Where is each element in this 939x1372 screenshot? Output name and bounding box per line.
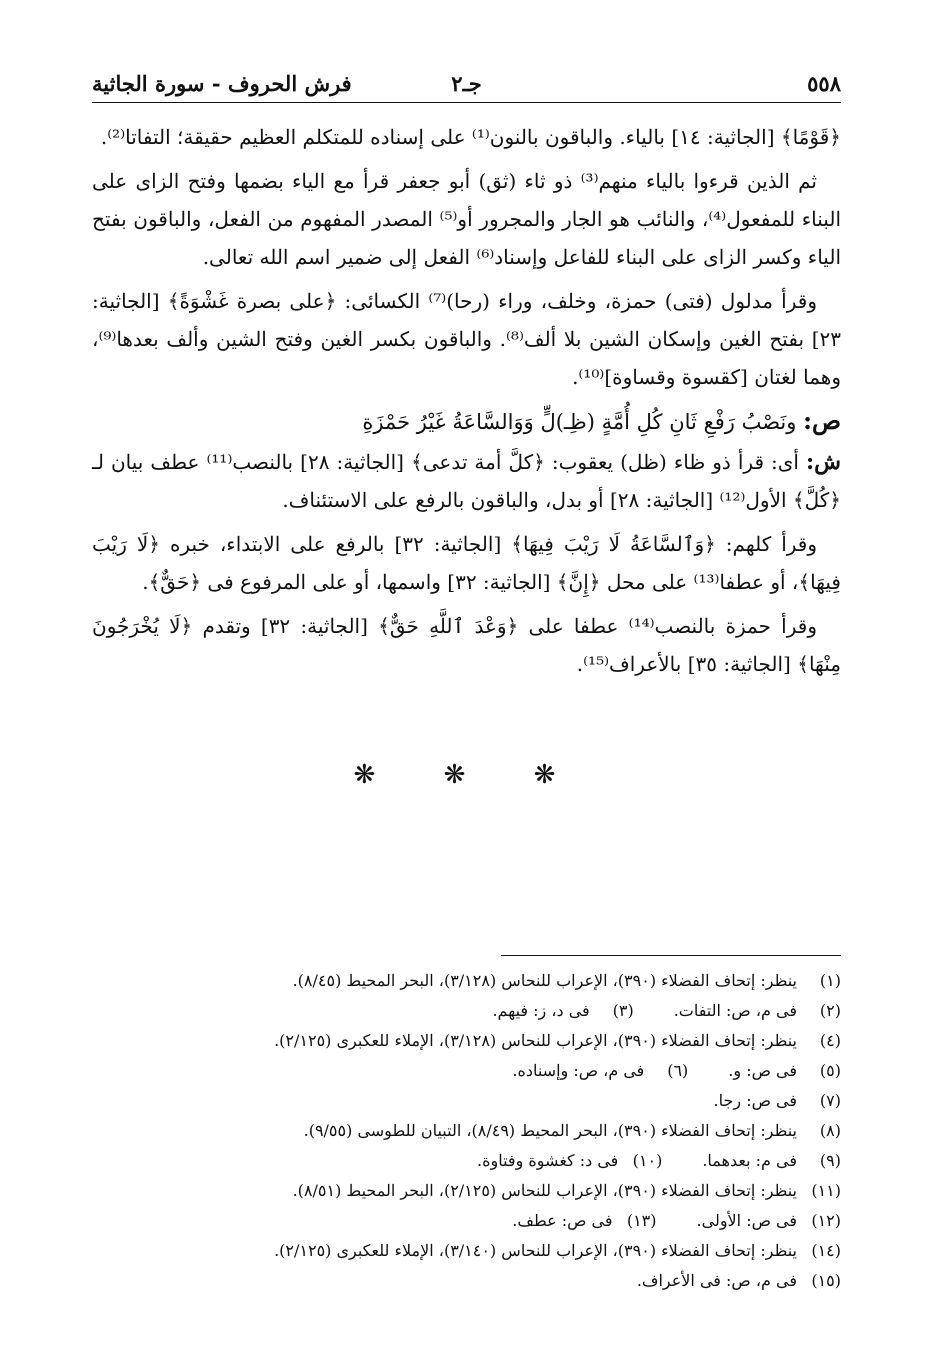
chapter-title: فرش الحروف - سورة الجاثية xyxy=(92,70,352,96)
footnote-row: (١٢) فى ص: الأولى. (١٣) فى ص: عطف. xyxy=(512,1211,841,1230)
paragraph: وقرأ حمزة بالنصب⁽¹⁴⁾ عطفا على ﴿وَعْدَ ٱللَّهِ حَقٌّ﴾ [الجاثية: ٣٢] وتقدم ﴿لَا يُخْرَجُونَ مِنْهَا﴾ [الجاثية: ٣٥] بالأعراف⁽¹⁵⁾. xyxy=(92,614,841,676)
footnote-row: (١٥) فى م، ص: فى الأعراف. xyxy=(636,1271,841,1290)
section-separator: ❋ ❋ ❋ xyxy=(353,760,586,790)
paragraph: ﴿قَوْمًا﴾ [الجاثية: ١٤] بالياء. والباقون بالنون⁽¹⁾ على إسناده للمتكلم العظيم حقيقة؛ التفاتا⁽²⁾. xyxy=(100,125,841,149)
verse-text: ونَصْبُ رَفْعِ ثَانِ كُلِ أُمَّةٍ (ظِـ)لٍّ وَوَالسَّاعَةُ غَيْرُ حَمْزَةِ xyxy=(362,410,797,434)
paragraph: ثم الذين قرءوا بالياء منهم⁽³⁾ ذو ثاء (ثق) أبو جعفر قرأ مع الياء بضمها وفتح الزاى على البناء للمفعول⁽⁴⁾، والنائب هو الجار والمجرور أو⁽⁵⁾ المصدر المفهوم من الفعل، والباقون بفتح الياء وكسر الزاى على البناء للفاعل وإسناد⁽⁶⁾ الفعل إلى ضمير اسم الله تعالى. xyxy=(92,169,841,269)
main-text xyxy=(92,118,841,689)
footnote-row: (٢) فى م، ص: التفات. (٣) فى د، ز: فيهم. xyxy=(492,1001,841,1020)
paragraph: وقرأ مدلول (فتى) حمزة، وخلف، وراء (رحا)⁽⁷⁾ الكسائى: ﴿على بصرة غَشْوَةً﴾ [الجاثية: ٢٣] بفتح الغين وإسكان الشين بلا ألف⁽⁸⁾. والباقون بكسر الغين وفتح الشين وألف بعدها⁽⁹⁾، وهما لغتان [كقسوة وقساوة]⁽¹⁰⁾. xyxy=(92,289,842,389)
footnote-row: (٤) ينظر: إتحاف الفضلاء (٣٩٠)، الإعراب للنحاس (٣/١٢٨)، الإملاء للعكبرى (٢/١٢٥). xyxy=(274,1031,841,1050)
paragraph: وقرأ كلهم: ﴿وَٱلسَّاعَةُ لَا رَيْبَ فِيهَا﴾ [الجاثية: ٣٢] بالرفع على الابتداء، خبره ﴿لَا رَيْبَ فِيهَا﴾، أو عطفا⁽¹³⁾ على محل ﴿إِنَّ﴾ [الجاثية: ٣٢] واسمها، أو على المرفوع فى ﴿حَقٌّ﴾. xyxy=(92,532,841,594)
footnote-row: (٩) فى م: بعدهما. (١٠) فى د: كغشوة وفتاوة. xyxy=(477,1151,841,1170)
commentary-text: أى: قرأ ذو ظاء (ظل) يعقوب: ﴿كلَّ أمة تدعى﴾ [الجاثية: ٢٨] بالنصب⁽¹¹⁾ عطف بيان لـ ﴿كُلَّ﴾ الأول⁽¹²⁾ [الجاثية: ٢٨] أو بدل، والباقون بالرفع على الاستئناف. xyxy=(92,450,841,512)
page-number: ٥٥٨ xyxy=(807,70,841,96)
volume-label: جـ٢ xyxy=(451,70,482,96)
footnote-row: (٨) ينظر: إتحاف الفضلاء (٣٩٠)، البحر المحيط (٨/٤٩)، التبيان للطوسى (٩/٥٥). xyxy=(303,1121,841,1140)
running-header xyxy=(92,64,841,103)
footnote-rule xyxy=(501,955,841,956)
commentary xyxy=(92,443,841,519)
footnote-row: (٧) فى ص: رجا. xyxy=(713,1091,841,1110)
footnotes xyxy=(92,966,841,1296)
footnote-row: (١١) ينظر: إتحاف الفضلاء (٣٩٠)، الإعراب للنحاس (٢/١٢٥)، البحر المحيط (٨/٥١). xyxy=(292,1181,841,1200)
footnote-row: (١) ينظر: إتحاف الفضلاء (٣٩٠)، الإعراب للنحاس (٣/١٢٨)، البحر المحيط (٨/٤٥). xyxy=(292,971,841,990)
poem-verse xyxy=(92,402,841,441)
footnote-row: (١٤) ينظر: إتحاف الفضلاء (٣٩٠)، الإعراب للنحاس (٣/١٤٠)، الإملاء للعكبرى (٢/١٢٥). xyxy=(274,1241,841,1260)
verse-marker: ص: xyxy=(803,406,841,435)
footnote-row: (٥) فى ص: و. (٦) فى م، ص: وإسناده. xyxy=(512,1061,841,1080)
commentary-marker: ش: xyxy=(806,449,842,475)
